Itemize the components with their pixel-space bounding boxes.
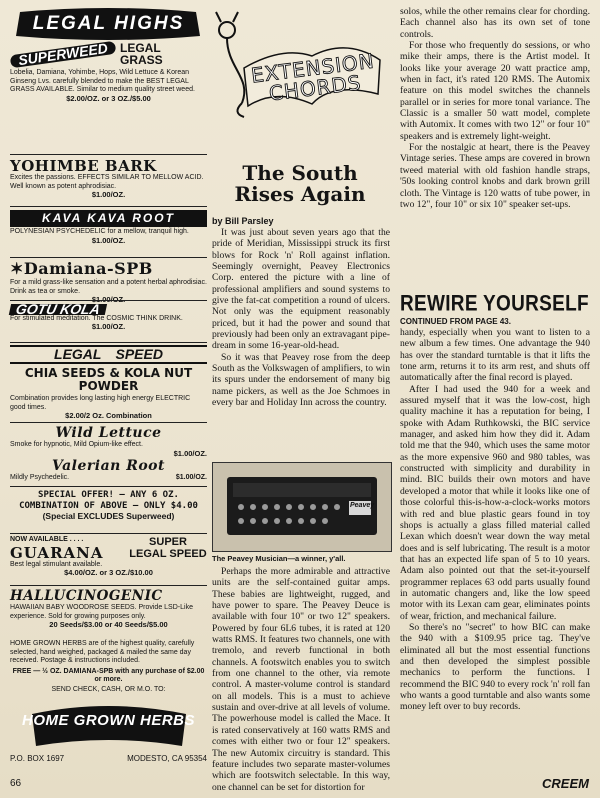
divider bbox=[10, 533, 207, 534]
home-grown-herbs-ad bbox=[10, 8, 207, 773]
legal-speed-logo bbox=[10, 345, 207, 364]
guarana-desc: Best legal stimulant available. bbox=[10, 560, 103, 568]
page-number: 66 bbox=[10, 778, 22, 789]
yohimbe-title: YOHIMBE BARK bbox=[10, 157, 157, 175]
divider bbox=[10, 342, 207, 343]
special-offer-text: SPECIAL OFFER! — ANY 6 OZ. COMBINATION OF ABOVE — ONLY $4.00 bbox=[19, 490, 198, 511]
now-available-text: NOW AVAILABLE . . . . bbox=[10, 536, 84, 543]
article-byline: by Bill Parsley bbox=[212, 216, 274, 226]
wild-lettuce-title: Wild Lettuce bbox=[55, 425, 162, 441]
mailing-address bbox=[10, 755, 207, 764]
paragraph: handy, especially when you want to listen to a new album a few times. One advantage the 940 has over the standard turntable is that it lifts the tone arm, returns it to its arm rest, and shuts off automatically after the final record is played. bbox=[400, 327, 590, 384]
yohimbe-price: $1.00/OZ. bbox=[91, 190, 126, 199]
superweed-section bbox=[10, 39, 207, 103]
paragraph: For the nostalgic at heart, there is the Peavey Vintage series. These amps are covered in brown tweed material with old fashion handle straps, '50s looking control knobs and dark brown grill cloth. The Vintage is 120 watts of tube power, in two 12", four 10" or six 10" speaker set-ups. bbox=[400, 142, 590, 210]
kava-price: $1.00/OZ. bbox=[91, 235, 126, 245]
paragraph: Perhaps the more admirable and attractive units are the self-contained guitar amps. These babies are lightweight, rugged, and have power to spare. The Peavey Deuce is available with four 10" or two 12" speakers. Powered by four 6L6 tubes, it is rated at 120 watts RMS. It features two channels, one with tremolo, and reverb functional in both channels. A footswitch enables you to switch from one channel to the other, via remote control. A master-volume control is standard on all models. This is a must to achieve sustain and over-drive at all levels of volume. The powerhouse model is called the Mace. It is rated conservatively at 160 watts RMS and comes with either two or four 12" speakers. The new Automix circuitry is standard. This feature includes two separate master-volumes which are footswitch selectable. In this way, one channel can be set for distortion for bbox=[212, 566, 390, 793]
superweed-title: LEGAL GRASS bbox=[119, 41, 163, 67]
chia-desc: Combination provides long lasting high energy ELECTRIC good times. bbox=[10, 395, 191, 411]
article-title: The South Rises Again bbox=[234, 161, 366, 206]
valerian-title: Valerian Root bbox=[52, 458, 165, 474]
guarana-price: $4.00/OZ. or 3 OZ./$10.00 bbox=[64, 568, 153, 577]
hallucinogenic-price: 20 Seeds/$3.00 or 40 Seeds/$5.00 bbox=[49, 620, 168, 629]
damiana-title: ✶Damiana-SPB bbox=[10, 259, 153, 278]
valerian-desc: Mildly Psychedelic. bbox=[10, 474, 70, 481]
divider bbox=[10, 154, 207, 155]
hallucinogenic-desc: HAWAIIAN BABY WOODROSE SEEDS. Provide LSD-Like experience. Sold for growing purposes only. bbox=[10, 604, 193, 620]
legal-speed-section bbox=[10, 345, 207, 421]
kava-section bbox=[10, 210, 207, 245]
wild-lettuce-section bbox=[10, 425, 207, 458]
guarana-sub: SUPER LEGAL SPEED bbox=[129, 536, 207, 560]
guarana-section bbox=[10, 536, 207, 578]
damiana-desc: For a mild grass-like sensation and a potent herbal aphrodisiac. Drink as tea or smoke. bbox=[10, 279, 207, 295]
wild-lettuce-desc: Smoke for hypnotic, Mild Opium-like effect. bbox=[10, 441, 143, 448]
paragraph: solos, while the other remains clear for chording. Each channel also has its own set of tone controls. bbox=[400, 6, 590, 40]
amplifier-photo bbox=[212, 462, 392, 552]
divider bbox=[10, 206, 207, 207]
legal-highs-logo bbox=[10, 8, 207, 40]
legal-highs-text: LEGAL HIGHS bbox=[32, 13, 185, 34]
divider bbox=[10, 486, 207, 487]
paragraph: So it was that Peavey rose from the deep South as the Volkswagen of amplifiers, to win its spurs under the endorsement of many big name pickers, as well as the Joe Schmoes in every bar and Holiday Inn across the country. bbox=[212, 351, 390, 409]
superweed-price: $2.00/OZ. or 3 OZ./$5.00 bbox=[66, 93, 151, 103]
kava-logo: KAVA KAVA ROOT bbox=[10, 210, 207, 227]
send-check-text: SEND CHECK, CASH, OR M.O. TO: bbox=[51, 685, 166, 693]
gotu-kola-desc: For stimulated meditation. The COSMIC THINK DRINK. bbox=[10, 314, 183, 322]
extension-chords-logo bbox=[212, 8, 388, 120]
extension-chords-text: EXTENSION CHORDS bbox=[249, 48, 376, 106]
po-box: P.O. BOX 1697 bbox=[10, 754, 65, 763]
paragraph: It was just about seven years ago that the pride of Meridian, Mississippi struck its first blows for Rock 'n' Roll against inflation. Seemingly overnight, Peavey Electronics Corp. entered the picture with a line of professional amplifiers and sound systems to give the fat-cat competition a round of ulcers. Not only was the equipment reasonably priced, but it had the power and sound that previously had been only an extravagant pipe-dream in some 16-year-old-head. bbox=[212, 227, 390, 352]
legal-speed-left: LEGAL bbox=[54, 346, 102, 362]
creem-logo: CREEM bbox=[542, 776, 589, 791]
paragraph: After I had used the 940 for a week and assured myself that it was the low-cost, high quality machine it has a reputation for being, I spoke with Adam Ruthkowski, the BIC service manager, and asked him how they did it. Adam told me that the 940, which uses the same motor as the more expensive 960 and 980 tables, was constructed with simplicity and durability in mind. BIC builds their own motors and have developed a motor that while it looks like one of those colorful this-is-how-a-clock-works motors with red and blue plastic gears found in toy shops is actually a glass filled material called Lexan which doesn't wear down the way metal does and is self lubricating. The result is a motor that has an expected life span of 5 to 10 years. Adam also pointed out that the set-it-yourself programmer replaces 63 odd parts usually found in automatic changers and, like the low speed motor with its Lexan cam gear, eliminates points of wear, friction, and mechanical failure. bbox=[400, 383, 590, 622]
yohimbe-section bbox=[10, 158, 207, 200]
damiana-section bbox=[10, 261, 207, 305]
gotu-kola-price: $1.00/OZ. bbox=[91, 322, 126, 331]
damiana-price: $1.00/OZ. bbox=[91, 295, 126, 304]
article-column-2 bbox=[400, 6, 590, 210]
superweed-logo: SUPERWEED bbox=[10, 40, 117, 67]
city-address: MODESTO, CA 95354 bbox=[127, 754, 207, 763]
home-grown-desc: HOME GROWN HERBS are of the highest quality, carefully selected, hand weighed, packaged & mailed the same day received. Postage & instructions included. bbox=[10, 640, 195, 664]
chia-price: $2.00/2 Oz. Combination bbox=[65, 411, 152, 420]
legal-speed-right: SPEED bbox=[115, 346, 163, 362]
paragraph: So there's no "secret" to how BIC can make the 940 with a $109.95 price tag. They've eliminated all but the most essential functions and then developed the simplest possible mechanics to perform the functions. I recommend the BIC 940 to every rock 'n' roll fan who wants a good turntable and also wants some money left over to buy records. bbox=[400, 621, 590, 713]
free-offer-text: FREE — ½ OZ. DAMIANA-SPB with any purchase of $2.00 or more. bbox=[12, 667, 205, 683]
rewire-column bbox=[400, 327, 590, 713]
divider bbox=[10, 257, 207, 258]
yohimbe-desc: Excites the passions. EFFECTS SIMILAR TO MELLOW ACID. Well known as potent aphrodisiac. bbox=[10, 174, 204, 190]
article-column-1-bottom bbox=[212, 566, 390, 793]
rewire-title: REWIRE YOURSELF bbox=[400, 292, 589, 317]
gotu-kola-section bbox=[10, 301, 207, 332]
amp-brand-label: Peavey bbox=[350, 502, 375, 509]
chia-title: CHIA SEEDS & KOLA NUT POWDER bbox=[24, 366, 193, 393]
photo-caption: The Peavey Musician—a winner, y'all. bbox=[212, 554, 346, 563]
continued-label: CONTINUED FROM PAGE 43. bbox=[400, 317, 511, 326]
valerian-price: $1.00/OZ. bbox=[175, 474, 207, 481]
hallucinogenic-section bbox=[10, 588, 207, 630]
kava-desc: POLYNESIAN PSYCHEDELIC for a mellow, tranquil high. bbox=[10, 228, 189, 235]
home-grown-info bbox=[10, 640, 207, 694]
valerian-section bbox=[10, 458, 207, 483]
guarana-title: GUARANA bbox=[10, 543, 104, 562]
home-grown-logo-text: HOME GROWN HERBS bbox=[22, 712, 195, 729]
superweed-desc: Lobelia, Damiana, Yohimbe, Hops, Wild Lettuce & Korean Ginseng Lvs. carefully blended to make the BEST LEGAL GRASS AVAILABLE. Similar to medium quality street weed. bbox=[10, 69, 195, 93]
divider bbox=[10, 585, 207, 586]
hallucinogenic-title: HALLUCINOGENIC bbox=[10, 588, 163, 604]
gotu-kola-logo: GOTU KOLA bbox=[9, 304, 107, 315]
article-column-1-top bbox=[212, 227, 390, 409]
paragraph: For those who frequently do sessions, or who mike their amps, there is the Artist model. It looks like your average 20 watt practice amp, when in fact, it's rated 120 RMS. The Automix feature on this model switches the channels parallel or in series for more tonal variance. The Classic is a smaller 50 watt model, complete with Automix. It comes with two 12" or four 10" speakers and is extremely light-weight. bbox=[400, 40, 590, 142]
special-exclude-text: (Special EXCLUDES Superweed) bbox=[42, 511, 175, 521]
divider bbox=[10, 422, 207, 423]
wild-lettuce-price: $1.00/OZ. bbox=[173, 448, 207, 458]
special-offer-section bbox=[10, 490, 207, 521]
home-grown-logo bbox=[10, 704, 207, 752]
